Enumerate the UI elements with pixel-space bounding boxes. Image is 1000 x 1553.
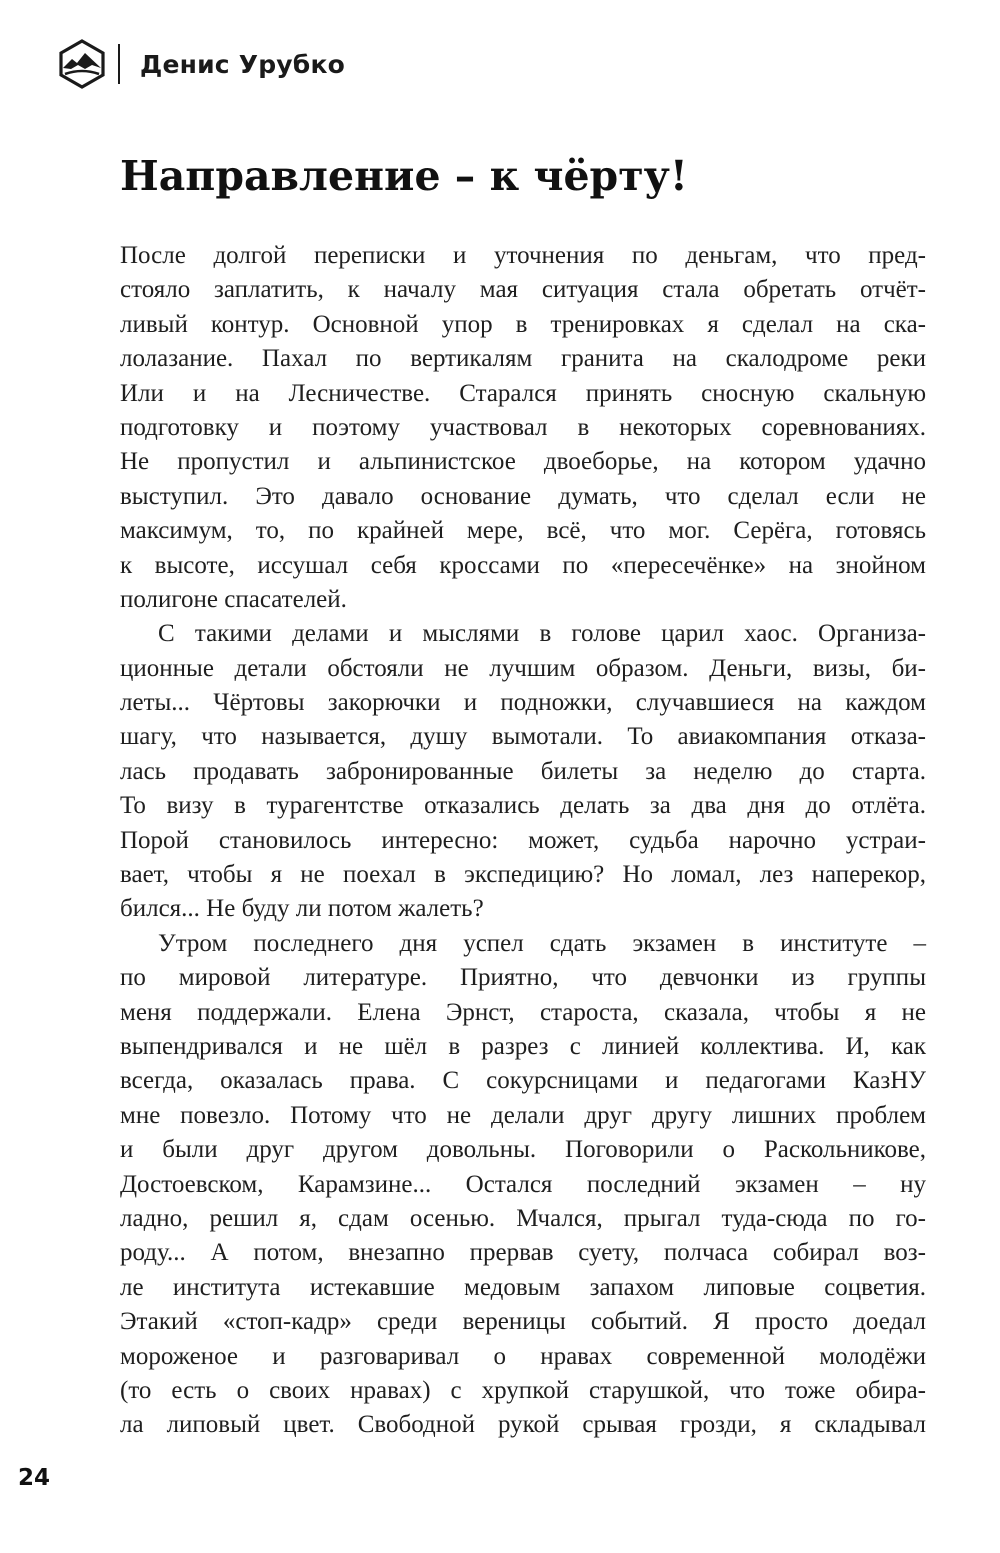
header-divider bbox=[118, 44, 120, 84]
text-line: Утром последнего дня успел сдать экзамен в институте – bbox=[158, 929, 926, 957]
text-line: всегда, оказалась права. С сокурсницами и педагогами КазНУ bbox=[120, 1067, 926, 1095]
text-line: (то есть о своих нравах) с хрупкой старушкой, что тоже обира- bbox=[120, 1376, 926, 1404]
text-line: подготовку и поэтому участвовал в некоторых соревнованиях. bbox=[120, 413, 926, 441]
text-line: к высоте, иссушал себя кроссами по «пересечёнке» на знойном bbox=[120, 551, 926, 579]
text-line: и были друг другом довольны. Поговорили о Раскольникове, bbox=[120, 1136, 926, 1164]
paragraph-1 bbox=[120, 239, 926, 617]
text-line: максимум, то, по крайней мере, всё, что мог. Серёга, готовясь bbox=[120, 517, 926, 545]
text-line: Не пропустил и альпинистское двоеборье, на котором удачно bbox=[120, 448, 926, 476]
chapter-body bbox=[120, 239, 926, 1443]
text-line: лолазание. Пахал по вертикалям гранита на скалодроме реки bbox=[120, 345, 926, 373]
text-line: выступил. Это давало основание думать, что сделал если не bbox=[120, 482, 926, 510]
text-line: леты... Чёртовы закорючки и подножки, случавшиеся на каждом bbox=[120, 689, 926, 717]
text-line: Или и на Лесничестве. Старался принять сносную скальную bbox=[120, 379, 926, 407]
text-line: меня поддержали. Елена Эрнст, староста, сказала, чтобы я не bbox=[120, 998, 926, 1026]
text-line: После долгой переписки и уточнения по деньгам, что пред- bbox=[120, 242, 926, 269]
text-line: шагу, что называется, душу вымотали. То авиакомпания отказа- bbox=[120, 723, 926, 751]
text-line: ладно, решил я, сдам осенью. Мчался, прыгал туда-сюда по го- bbox=[120, 1204, 926, 1232]
page-number: 24 bbox=[18, 1465, 51, 1491]
text-line: Этакий «стоп-кадр» среди вереницы событий. Я просто доедал bbox=[120, 1308, 926, 1336]
text-line: Достоевском, Карамзине... Остался последний экзамен – ну bbox=[120, 1170, 926, 1198]
text-line: стояло заплатить, к началу мая ситуация стала обретать отчёт- bbox=[120, 276, 926, 304]
text-line: ционные детали обстояли не лучшим образом. Деньги, визы, би- bbox=[120, 654, 926, 682]
author-name: Денис Урубко bbox=[140, 49, 346, 79]
text-line: выпендривался и не шёл в разрез с линией коллектива. И, как bbox=[120, 1032, 926, 1060]
text-line: бился... Не буду ли потом жалеть? bbox=[120, 895, 484, 923]
text-line: роду... А потом, внезапно прервав суету, полчаса собирал воз- bbox=[120, 1239, 926, 1267]
text-line: С такими делами и мыслями в голове царил хаос. Организа- bbox=[158, 620, 926, 648]
text-line: по мировой литературе. Приятно, что девчонки из группы bbox=[120, 964, 926, 992]
paragraph-3 bbox=[120, 927, 926, 1443]
text-line: ле института истекавшие медовым запахом липовые соцветия. bbox=[120, 1273, 926, 1301]
paragraph-2 bbox=[120, 617, 926, 927]
text-line: мне повезло. Потому что не делали друг другу лишних проблем bbox=[120, 1101, 926, 1129]
text-line: То визу в турагентстве отказались делать за два дня до отлёта. bbox=[120, 792, 926, 820]
chapter-title: Направление – к чёрту! bbox=[120, 152, 688, 200]
page-header bbox=[58, 38, 345, 90]
text-line: мороженое и разговаривал о нравах современной молодёжи bbox=[120, 1342, 926, 1370]
text-line: лась продавать забронированные билеты за неделю до старта. bbox=[120, 757, 926, 785]
text-line: полигоне спасателей. bbox=[120, 585, 347, 613]
text-line: Порой становилось интересно: может, судьба нарочно устраи- bbox=[120, 826, 926, 854]
text-line: ливый контур. Основной упор в тренировках я сделал на ска- bbox=[120, 310, 926, 338]
mountain-publisher-icon bbox=[58, 38, 106, 90]
text-line: вает, чтобы я не поехал в экспедицию? Но ломал, лез наперекор, bbox=[120, 861, 926, 889]
text-line: ла липовый цвет. Свободной рукой срывая грозди, я складывал bbox=[120, 1411, 926, 1439]
